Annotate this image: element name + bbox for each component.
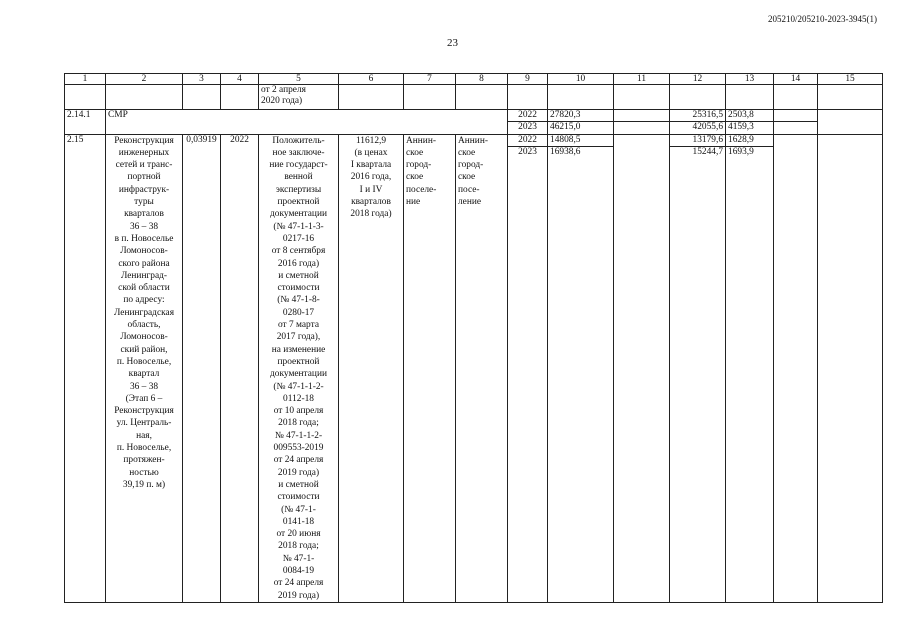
cell-year: 2022 [508, 134, 548, 146]
header-cell: 3 [183, 74, 221, 85]
page-number: 23 [447, 37, 458, 49]
header-cell: 2 [106, 74, 183, 85]
cell-value: 42055,6 [670, 122, 726, 134]
table-row [65, 134, 883, 146]
header-cell: 11 [614, 74, 670, 85]
header-cell: 12 [670, 74, 726, 85]
header-cell: 15 [818, 74, 883, 85]
header-cell: 9 [508, 74, 548, 85]
cell-year: 2022 [508, 110, 548, 122]
cell-name: СМР [106, 110, 508, 135]
cell-year: 2023 [508, 122, 548, 134]
cell-value: 15244,7 [670, 146, 726, 602]
header-cell: 8 [456, 74, 508, 85]
cell-customer: Аннин- ское город- ское поселе- ние [404, 134, 456, 602]
header-cell: 1 [65, 74, 106, 85]
header-cell: 7 [404, 74, 456, 85]
cell-capacity: 0,03919 [183, 134, 221, 602]
cell-value: 16938,6 [548, 146, 614, 602]
document-id: 205210/205210-2023-3945(1) [768, 14, 877, 24]
cell-value: 4159,3 [726, 122, 774, 134]
cell-value: 13179,6 [670, 134, 726, 146]
cell-number: 2.14.1 [65, 110, 106, 135]
cell-year-start: 2022 [221, 134, 259, 602]
header-cell: 6 [339, 74, 404, 85]
cell-name: Реконструкция инженерных сетей и транс- портной инфраструк- туры кварталов 36 – 38 в п. Новоселье Ломоносов- ского района Ленинград- ской области по адресу: Ленинградская область, Ломоносов- ский район, п. Новоселье, квартал 36 – 38 (Этап 6 – Реконструкция ул. Централь- ная, п. Новоселье, протяжен- ностью 39,19 п. м) [106, 134, 183, 602]
cell-value: 14808,5 [548, 134, 614, 146]
table-row [65, 110, 883, 122]
header-cell: 4 [221, 74, 259, 85]
cell-value: 1628,9 [726, 134, 774, 146]
cell-year: 2023 [508, 146, 548, 602]
column-numbers-row [65, 74, 883, 85]
cell-number: 2.15 [65, 134, 106, 602]
cell-value: 25316,5 [670, 110, 726, 122]
header-cell: 14 [774, 74, 818, 85]
cell-cost: 11612,9 (в ценах I квартала 2016 года, I и IV кварталов 2018 года) [339, 134, 404, 602]
cell-value: 46215,0 [548, 122, 614, 134]
cell-value: 1693,9 [726, 146, 774, 602]
header-cell: 5 [259, 74, 339, 85]
cell-expertise: Положитель- ное заключе- ние государст- венной экспертизы проектной документации (№ 47-1-1-3- 0217-16 от 8 сентября 2016 года) и сметной стоимости (№ 47-1-8- 0280-17 от 7 марта 2017 года), на изменение проектной документации (№ 47-1-1-2- 0112-18 от 10 апреля 2018 года; № 47-1-1-2- 009553-2019 от 24 апреля 2019 года) и сметной стоимости (№ 47-1- 0141-18 от 20 июня 2018 года; № 47-1- 0084-19 от 24 апреля 2019 года) [259, 134, 339, 602]
cell-value: 2503,8 [726, 110, 774, 122]
header-cell: 10 [548, 74, 614, 85]
continuation-row [65, 85, 883, 110]
budget-table [64, 73, 883, 603]
cell-recipient: Аннин- ское город- ское посе- ление [456, 134, 508, 602]
cell-expertise-cont: от 2 апреля 2020 года) [259, 85, 339, 110]
header-cell: 13 [726, 74, 774, 85]
cell-value: 27820,3 [548, 110, 614, 122]
